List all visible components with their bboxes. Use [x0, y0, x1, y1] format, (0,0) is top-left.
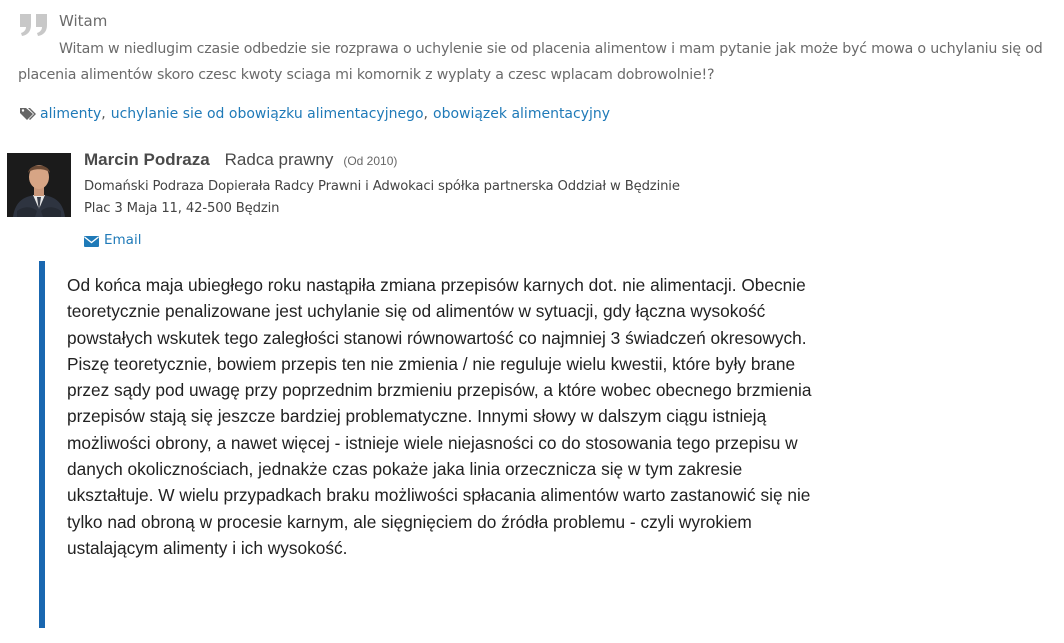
question-title: Witam	[59, 12, 108, 30]
answer-text: Od końca maja ubiegłego roku nastąpiła zmiana przepisów karnych dot. nie alimentacji. Obecnie teoretycznie penalizowane jest uchylanie się od alimentów w sytuacji, gdy łączna wysokość powstałych wskutek tego zaległości stanowi równowartość co najmniej 3 świadczeń okresowych. Piszę teoretycznie, bowiem przepis ten nie zmienia / nie reguluje wielu kwestii, które były brane przez sądy pod uwagę przy poprzednim brzmieniu przepisów, a które wobec obecnego brzmienia przepisów stają się jeszcze bardziej problematyczne. Innymi słowy w dalszym ciągu istnieją możliwości obrony, a nawet więcej - istnieje wiele niejasności co do stosowania tego przepisu w danych okolicznościach, jednakże czas pokaże jaka linia orzecznicza się w tym zakresie ukształtuje. W wielu przypadkach braku możliwości spłacania alimentów warto zastanowić się nie tylko nad obroną w procesie karnym, ale sięgnięciem do źródła problemu - czyli wyrokiem ustalającym alimenty i ich wysokość.	[67, 275, 812, 558]
email-label: Email	[104, 232, 142, 248]
firm-address: Plac 3 Maja 11, 42-500 Będzin	[84, 201, 280, 216]
answer-accent-bar	[39, 261, 45, 628]
quote-icon	[18, 12, 50, 38]
lawyer-header	[84, 150, 397, 174]
firm-name: Domański Podraza Dopierała Radcy Prawni i Adwokaci spółka partnerska Oddział w Będzinie	[84, 179, 680, 194]
tags-icon	[20, 107, 36, 121]
lawyer-avatar[interactable]	[7, 153, 71, 217]
tag-link-alimenty[interactable]: alimenty	[40, 106, 102, 122]
lawyer-since: (Od 2010)	[343, 154, 398, 168]
email-link[interactable]	[84, 232, 141, 248]
envelope-icon	[84, 235, 99, 246]
tag-link-obowiazek[interactable]: obowiązek alimentacyjny	[433, 106, 611, 122]
tag-separator: ,	[101, 106, 106, 122]
lawyer-name[interactable]: Marcin Podraza	[84, 150, 210, 169]
tag-link-uchylanie[interactable]: uchylanie sie od obowiązku alimentacyjnego	[110, 106, 424, 122]
tag-list	[20, 104, 610, 124]
question-body: Witam w niedlugim czasie odbedzie sie rozprawa o uchylenie sie od placenia alimentow i mam pytanie jak może być mowa o uchylaniu się od placenia alimentów skoro czesc kwoty sciaga mi komornik z wyplaty a czesc wplacam dobrowolnie!?	[18, 41, 1043, 83]
lawyer-title: Radca prawny	[224, 150, 334, 169]
tag-separator: ,	[423, 106, 428, 122]
